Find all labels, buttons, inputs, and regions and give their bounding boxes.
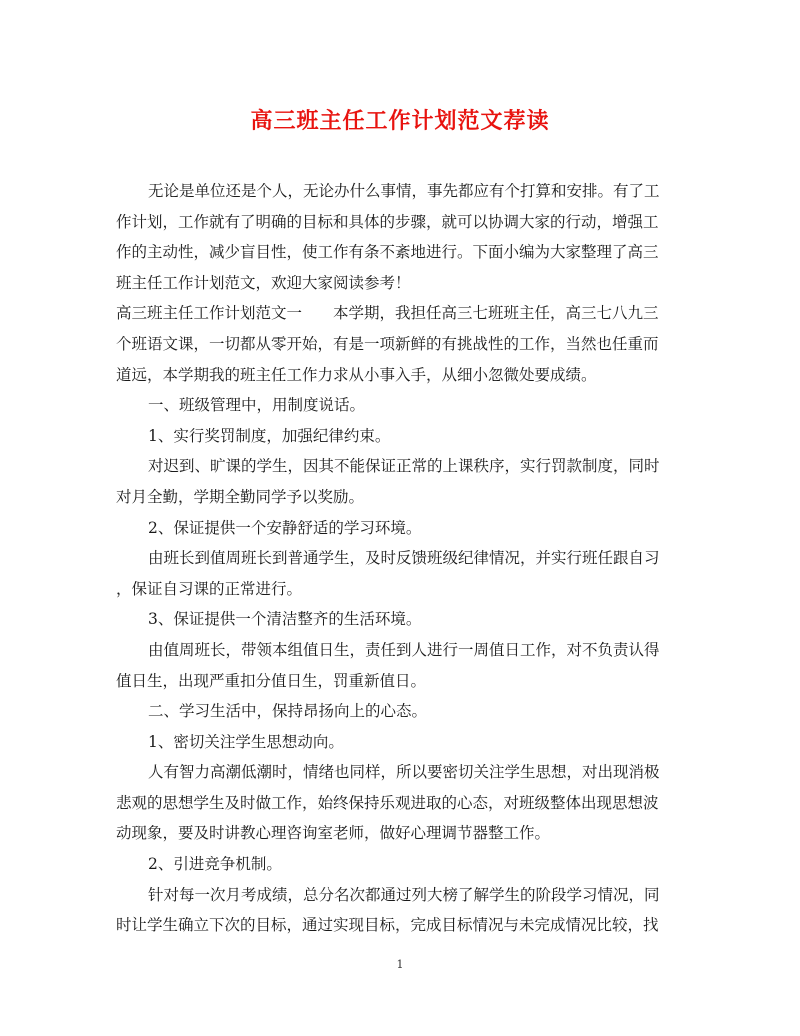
subsection-heading: 2、引进竞争机制。: [148, 855, 282, 874]
paragraph-line: 由班长到值周班长到普通学生，及时反馈班级纪律情况，并实行班任跟自习: [148, 549, 660, 568]
paragraph-line: 作的主动性，减少盲目性，使工作有条不紊地进行。下面小编为大家整理了高三: [116, 243, 659, 262]
subsection-heading: 2、保证提供一个安静舒适的学习环境。: [148, 518, 422, 537]
paragraph-line: 无论是单位还是个人，无论办什么事情，事先都应有个打算和安排。有了工: [148, 182, 660, 200]
paragraph-line: 对迟到、旷课的学生，因其不能保证正常的上课秩序，实行罚款制度，同时: [148, 457, 660, 476]
paragraph-line: 值日生，出现严重扣分值日生，罚重新值日。: [116, 671, 427, 690]
paragraph-line: 时让学生确立下次的目标，通过实现目标，完成目标情况与未完成情况比较，找: [116, 916, 659, 935]
document-title: 高三班主任工作计划范文荐读: [250, 108, 550, 134]
paragraph-line: 由值周班长，带领本组值日生，责任到人进行一周值日工作，对不负责认得: [148, 640, 660, 659]
paragraph-line: 道远，本学期我的班主任工作力求从小事入手，从细小忽微处要成绩。: [116, 365, 597, 384]
paragraph-line: ，保证自习课的正常进行。: [116, 579, 303, 598]
paragraph-line: 人有智力高潮低潮时，情绪也同样，所以要密切关注学生思想，对出现消极: [148, 763, 660, 782]
paragraph-line: 班主任工作计划范文，欢迎大家阅读参考！: [116, 273, 411, 292]
paragraph-line: 作计划，工作就有了明确的目标和具体的步骤，就可以协调大家的行动，增强工: [116, 212, 659, 231]
page-number: 1: [396, 958, 404, 971]
paragraph-line: 动现象，要及时讲教心理咨询室老师，做好心理调节器整工作。: [116, 824, 551, 843]
paragraph-line: 针对每一次月考成绩，总分名次都通过列大榜了解学生的阶段学习情况，同: [148, 885, 660, 904]
paragraph-line: 悲观的思想学生及时做工作，始终保持乐观进取的心态，对班级整体出现思想波: [116, 793, 659, 812]
document-body: [116, 176, 676, 941]
section-heading: 二、学习生活中，保持昂扬向上的心态。: [148, 702, 428, 721]
subsection-heading: 3、保证提供一个清洁整齐的生活环境。: [148, 610, 422, 629]
subsection-heading: 1、实行奖罚制度，加强纪律约束。: [148, 426, 391, 445]
paragraph-line: 个班语文课，一切都从零开始，有是一项新鲜的有挑战性的工作，当然也任重而: [116, 334, 659, 353]
paragraph-line: 高三班主任工作计划范文一 本学期，我担任高三七班班主任，高三七八九三: [116, 304, 659, 323]
section-heading: 一、班级管理中，用制度说话。: [148, 396, 366, 415]
subsection-heading: 1、密切关注学生思想动向。: [148, 732, 344, 751]
paragraph-line: 对月全勤，学期全勤同学予以奖励。: [116, 487, 365, 506]
